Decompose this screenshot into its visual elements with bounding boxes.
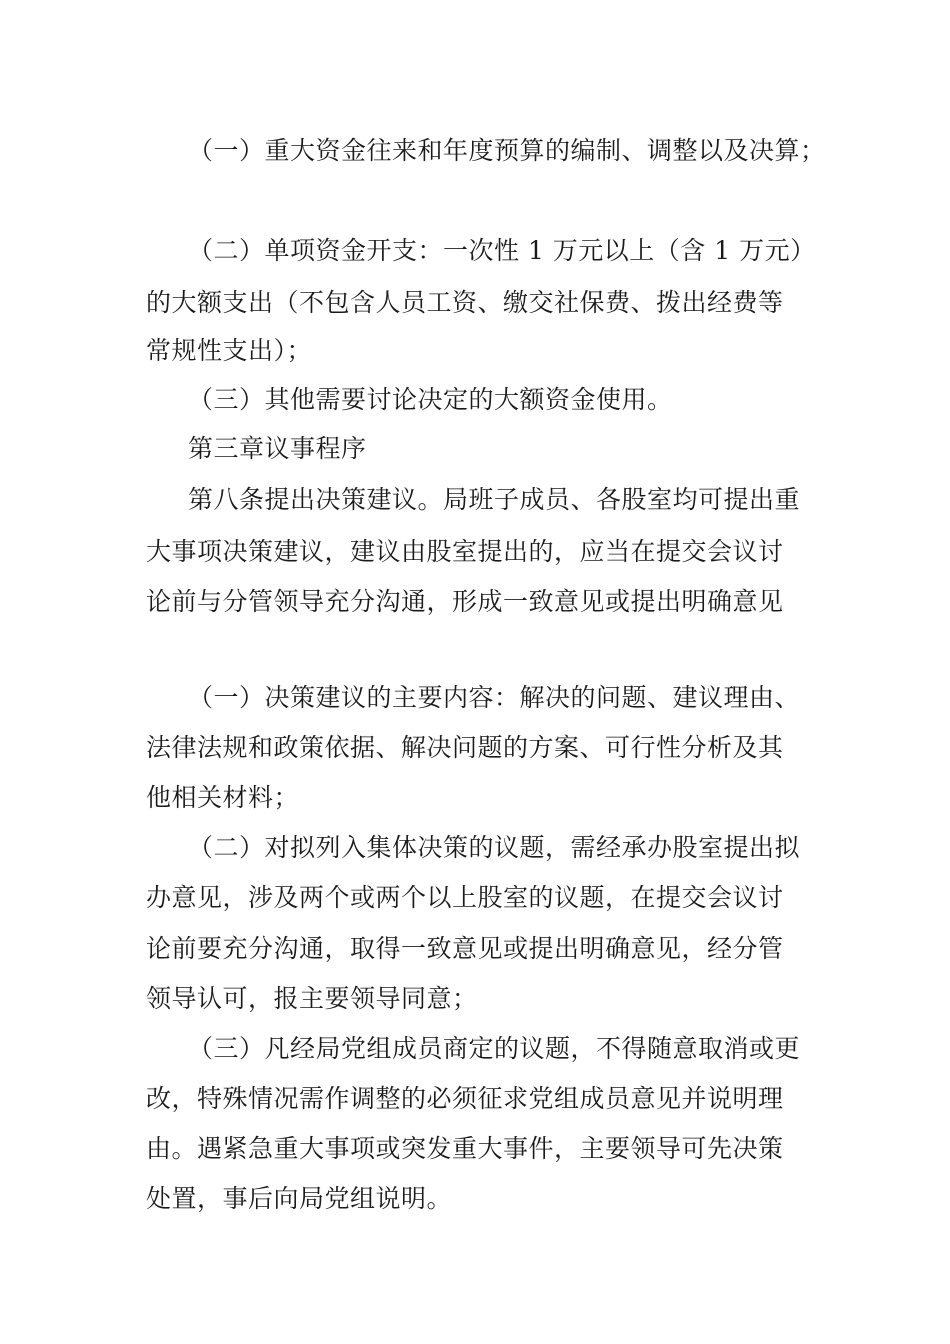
text-line-13: （二）对拟列入集体决策的议题，需经承办股室提出拟 <box>188 833 801 862</box>
text-line-2: （二）单项资金开支：一次性 1 万元以上（含 1 万元） <box>188 236 816 265</box>
text-line-20: 处置，事后向局党组说明。 <box>146 1184 453 1213</box>
text-line-16: 领导认可，报主要领导同意； <box>146 984 478 1013</box>
text-line-9: 论前与分管领导充分沟通，形成一致意见或提出明确意见 <box>146 587 784 616</box>
text-line-5: （三）其他需要讨论决定的大额资金使用。 <box>188 385 673 414</box>
text-line-17: （三）凡经局党组成员商定的议题，不得随意取消或更 <box>188 1034 801 1063</box>
text-line-7: 第八条提出决策建议。局班子成员、各股室均可提出重 <box>188 485 801 514</box>
text-line-10: （一）决策建议的主要内容：解决的问题、建议理由、 <box>188 683 801 712</box>
text-line-15: 论前要充分沟通，取得一致意见或提出明确意见，经分管 <box>146 934 784 963</box>
chapter-heading: 第三章议事程序 <box>188 434 367 463</box>
text-line-14: 办意见，涉及两个或两个以上股室的议题，在提交会议讨 <box>146 883 784 912</box>
text-line-19: 由。遇紧急重大事项或突发重大事件，主要领导可先决策 <box>146 1134 784 1163</box>
text-line-3: 的大额支出（不包含人员工资、缴交社保费、拨出经费等 <box>146 288 784 317</box>
text-line-8: 大事项决策建议，建议由股室提出的，应当在提交会议讨 <box>146 537 784 566</box>
text-line-1: （一）重大资金往来和年度预算的编制、调整以及决算； <box>188 136 826 165</box>
text-line-12: 他相关材料； <box>146 783 300 812</box>
text-line-18: 改，特殊情况需作调整的必须征求党组成员意见并说明理 <box>146 1084 784 1113</box>
text-line-11: 法律法规和政策依据、解决问题的方案、可行性分析及其 <box>146 733 784 762</box>
text-line-4: 常规性支出）； <box>146 336 313 365</box>
